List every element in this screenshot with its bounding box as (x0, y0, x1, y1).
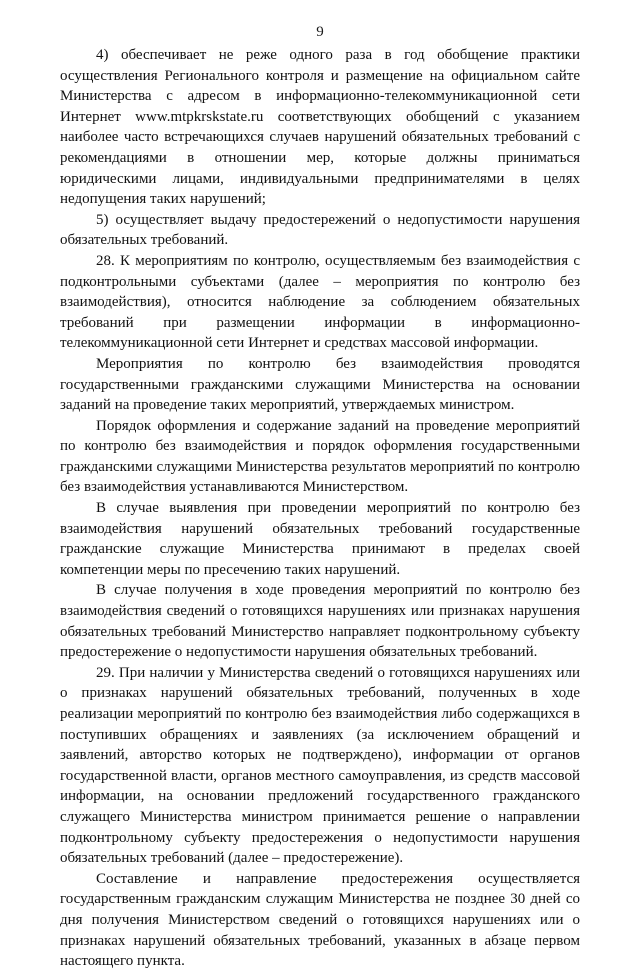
paragraph-clause-29: 29. При наличии у Министерства сведений о готовящихся нарушениях или о признаках нарушений обязательных требований, полученных в ходе реализации мероприятий по контролю без взаимодействия либо содержащихся в поступивших обращениях и заявлениях (за исключением обращений и заявлений, авторство которых не подтверждено), информации от органов государственной власти, органов местного самоуправления, из средств массовой информации, на основании предложений государственного гражданского служащего Министерства министром принимается решение о направлении подконтрольному субъекту предостережения о недопустимости нарушения обязательных требований (далее – предостережение). (60, 664, 580, 867)
paragraph-clause-28-warning: В случае получения в ходе проведения мероприятий по контролю без взаимодействия сведений о готовящихся нарушениях или признаках нарушения обязательных требований Министерство направляет подконтрольному субъекту предостережение о недопустимости нарушения обязательных требований. (60, 582, 580, 661)
document-body (60, 45, 580, 972)
page-number: 9 (316, 24, 324, 40)
paragraph-item-5: 5) осуществляет выдачу предостережений о недопустимости нарушения обязательных требований. (60, 211, 580, 249)
paragraph-clause-28-violations: В случае выявления при проведении мероприятий по контролю без взаимодействия нарушений обязательных требований государственные гражданские служащие Министерства принимают в пределах своей компетенции меры по пресечению таких нарушений. (60, 500, 580, 578)
paragraph-item-4: 4) обеспечивает не реже одного раза в год обобщение практики осуществления Регионального контроля и размещение на официальном сайте Министерства с адресом в информационно-телекоммуникационной сети Интернет www.mtpkrskstate.ru соответствующих обобщений с указанием наиболее часто встречающихся случаев нарушений обязательных требований с рекомендациями в отношении мер, которые должны приниматься юридическими лицами, индивидуальными предпринимателями в целях недопущения таких нарушений; (60, 47, 580, 208)
paragraph-clause-28-procedure: Порядок оформления и содержание заданий на проведение мероприятий по контролю без взаимодействия и порядок оформления государственными гражданскими служащими Министерства результатов мероприятий по контролю без взаимодействия устанавливаются Министерством. (60, 417, 580, 496)
paragraph-clause-29-deadline: Составление и направление предостережения осуществляется государственным гражданским служащим Министерства не позднее 30 дней со дня получения Министерством сведений о готовящихся нарушениях или о признаках нарушений обязательных требований, указанных в абзаце первом настоящего пункта. (60, 870, 580, 970)
paragraph-clause-28: 28. К мероприятиям по контролю, осуществляемым без взаимодействия с подконтрольными субъектами (далее – мероприятия по контролю без взаимодействия), относится наблюдение за соблюдением обязательных требований при размещении информации в информационно-телекоммуникационной сети Интернет и средствах массовой информации. (60, 252, 580, 352)
paragraph-clause-28-conduct: Мероприятия по контролю без взаимодействия проводятся государственными гражданскими служащими Министерства на основании заданий на проведение таких мероприятий, утверждаемых министром. (60, 355, 580, 414)
